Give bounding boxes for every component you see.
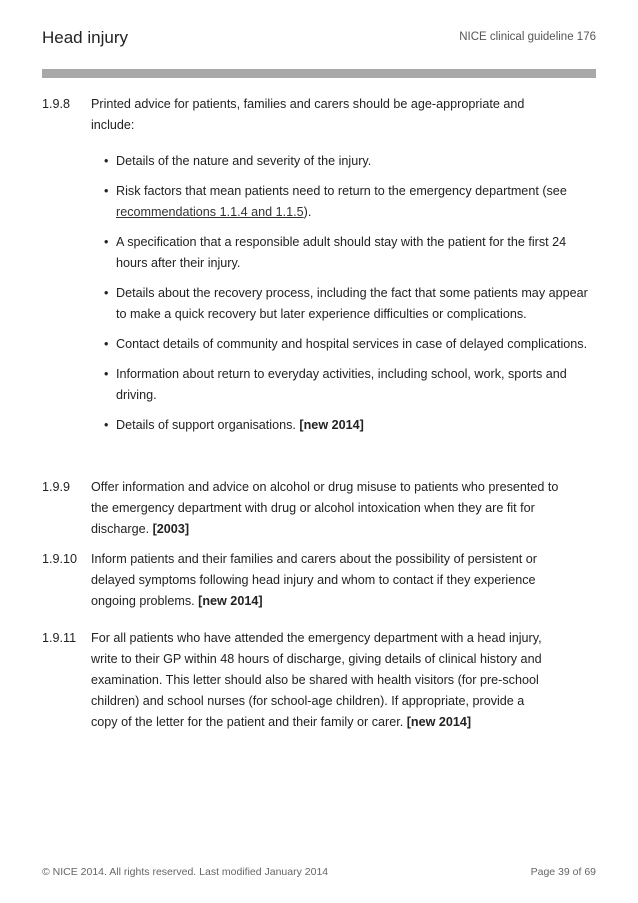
list-item: • A specification that a responsible adult should stay with the patient for the first 24 hours after their injury. — [104, 232, 594, 274]
recommendation-text: Offer information and advice on alcohol or drug misuse to patients who presented to the emergency department with drug or alcohol intoxication when they are fit for discharge. — [91, 480, 559, 536]
date-tag: [new 2014] — [406, 715, 472, 729]
list-item: • Details of support organisations. [new 2014] — [104, 415, 594, 436]
recommendation-number: 1.9.9 — [42, 480, 71, 494]
recommendation-1-9-11 — [42, 628, 602, 733]
list-item: • Contact details of community and hospital services in case of delayed complications. — [104, 334, 594, 355]
recommendation-1-9-10 — [42, 549, 602, 612]
header-divider — [42, 69, 596, 78]
recommendation-number: 1.9.11 — [42, 631, 77, 645]
recommendation-text: Inform patients and their families and carers about the possibility of persistent or delayed symptoms following head injury and whom to contact if they experience ongoing problems. — [91, 552, 537, 608]
list-item: • Information about return to everyday activities, including school, work, sports and driving. — [104, 364, 594, 406]
recommendation-number: 1.9.10 — [42, 552, 78, 566]
list-item: • Risk factors that mean patients need to return to the emergency department (see recommendations 1.1.4 and 1.1.5). — [104, 181, 594, 223]
date-tag: [new 2014] — [198, 594, 263, 608]
date-tag: [new 2014] — [299, 418, 364, 432]
recommendation-text: For all patients who have attended the emergency department with a head injury, write to their GP within 48 hours of discharge, giving details of clinical history and examination. This letter should also be shared with health visitors (for pre-school children) and school nurses (for school-age children). If appropriate, provide a copy of the letter for the patient and their family or carer. — [91, 631, 542, 729]
list-item: • Details about the recovery process, including the fact that some patients may appear to make a quick recovery but later experience difficulties or complications. — [104, 283, 594, 325]
recommendation-number: 1.9.8 — [42, 97, 71, 111]
guideline-label: NICE clinical guideline 176 — [459, 31, 596, 43]
list-item: • Details of the nature and severity of the injury. — [104, 151, 594, 172]
recommendation-1-9-8 — [42, 94, 602, 136]
advice-bullet-list — [104, 151, 594, 445]
recommendation-text: Printed advice for patients, families and carers should be age-appropriate and include: — [91, 97, 525, 132]
footer-copyright: © NICE 2014. All rights reserved. Last modified January 2014 — [42, 866, 329, 878]
page-number: Page 39 of 69 — [530, 866, 596, 878]
document-title: Head injury — [42, 28, 128, 47]
recommendation-1-9-9 — [42, 477, 602, 540]
recommendations-link[interactable]: recommendations 1.1.4 and 1.1.5 — [116, 205, 304, 219]
date-tag: [2003] — [152, 522, 190, 536]
